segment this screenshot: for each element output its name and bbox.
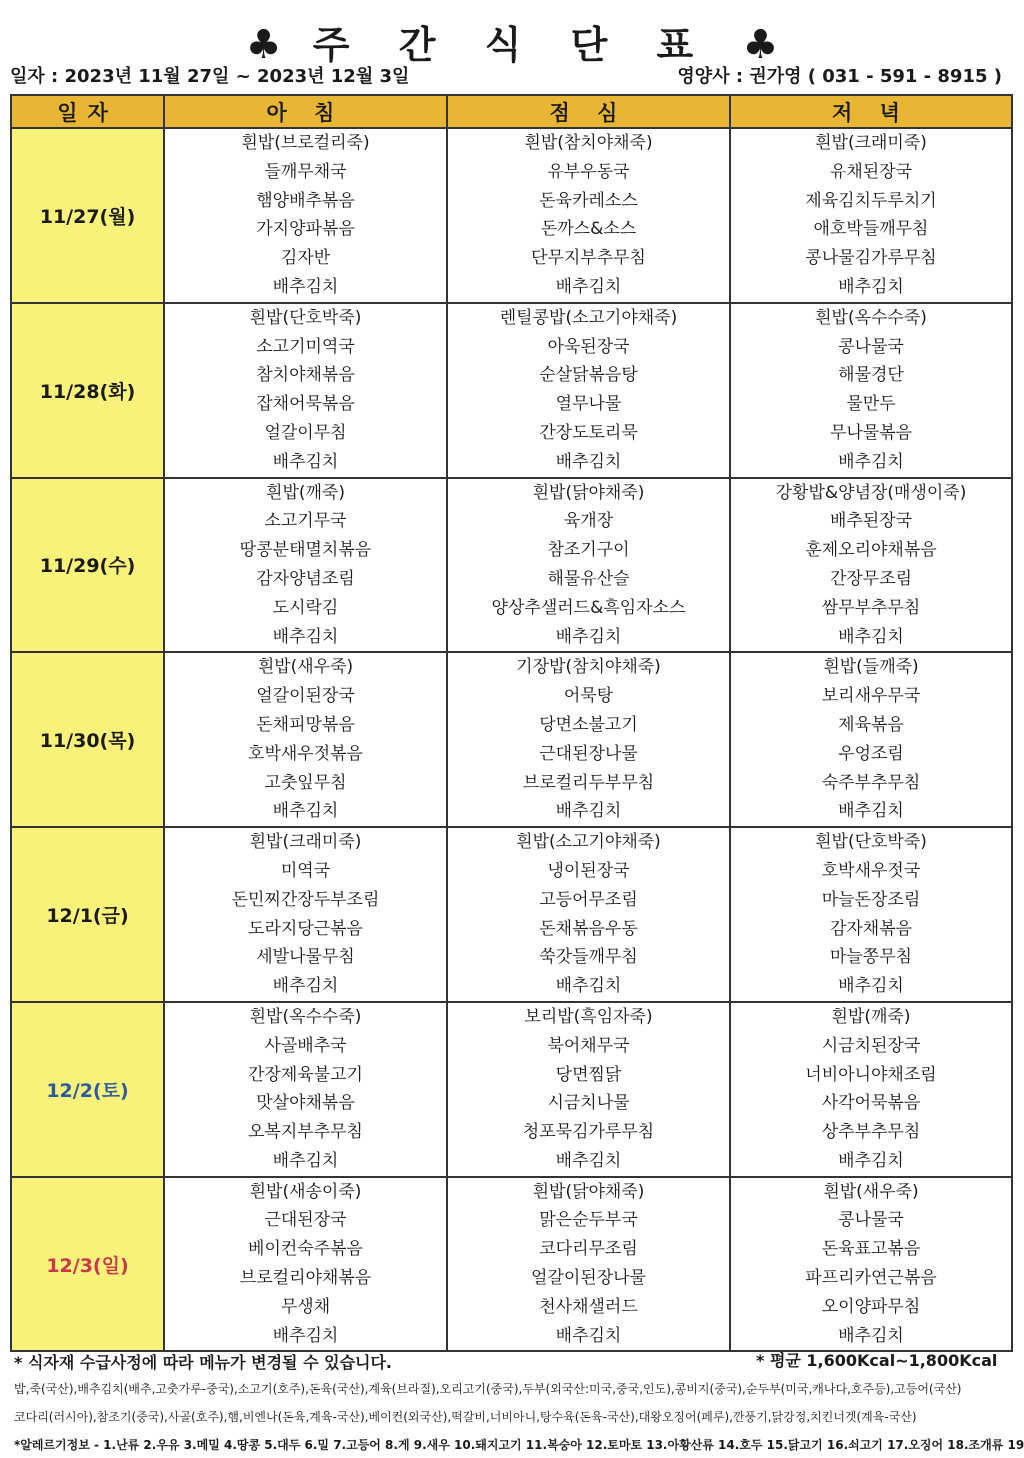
menu-item: 시금치나물 bbox=[547, 1093, 630, 1114]
day-row bbox=[11, 478, 1012, 653]
menu-item: 사골배추국 bbox=[264, 1035, 347, 1056]
menu-item: 배추김치 bbox=[272, 276, 339, 297]
breakfast-cell bbox=[164, 827, 447, 1002]
menu-item: 돈육표고볶음 bbox=[821, 1239, 921, 1260]
breakfast-cell bbox=[164, 303, 447, 478]
menu-item: 참치야채볶음 bbox=[256, 365, 355, 386]
menu-item: 숙주부추무침 bbox=[821, 772, 921, 793]
menu-item: 제육볶음 bbox=[838, 714, 904, 735]
lunch-cell bbox=[447, 478, 730, 653]
menu-item: 배추김치 bbox=[272, 626, 339, 647]
date-cell: 11/27(월) bbox=[11, 128, 164, 303]
menu-item: 마늘쫑무침 bbox=[829, 947, 913, 968]
menu-item: 배추김치 bbox=[838, 1150, 904, 1171]
origin-info-2: 코다리(러시아),참조기(중국),사골(호주),햄,비엔나(돈육,계육-국산),베이컨(외국산),떡갈비,너비아니,탕수육(돈육-국산),대왕오징어(페루),깐풍기,닭강정,치킨너겟(계육-국산) bbox=[14, 1410, 917, 1424]
menu-item: 배추김치 bbox=[838, 626, 904, 647]
dinner-cell bbox=[730, 1177, 1012, 1352]
menu-item: 청포묵김가루무침 bbox=[522, 1122, 655, 1143]
menu-item: 돈까스&소스 bbox=[540, 219, 637, 240]
lunch-cell bbox=[447, 1002, 730, 1177]
menu-item: 브로컬리야채볶음 bbox=[239, 1268, 372, 1289]
menu-item: 냉이된장국 bbox=[547, 860, 630, 881]
menu-table bbox=[10, 94, 1013, 1352]
period-label: 일자 : 2023년 11월 27일 ~ 2023년 12월 3일 bbox=[10, 66, 410, 87]
menu-item: 흰밥(옥수수죽) bbox=[815, 307, 927, 328]
menu-item: 세발나물무침 bbox=[256, 947, 355, 968]
header-lunch: 점 심 bbox=[447, 95, 730, 128]
menu-item: 무생채 bbox=[280, 1296, 331, 1317]
menu-item: 유부우동국 bbox=[547, 161, 630, 182]
dietitian-label: 영양사 : 권가영 ( 031 - 591 - 8915 ) bbox=[677, 66, 1002, 87]
day-row bbox=[11, 128, 1012, 303]
header-breakfast: 아 침 bbox=[164, 95, 447, 128]
menu-item: 흰밥(옥수수죽) bbox=[249, 1006, 362, 1027]
menu-item: 제육김치두루치기 bbox=[805, 190, 937, 211]
dinner-cell bbox=[730, 652, 1012, 827]
calorie-notice: * 평균 1,600Kcal~1,800Kcal bbox=[756, 1351, 998, 1370]
menu-item: 배추김치 bbox=[838, 1325, 904, 1346]
title-text: 주 간 식 단 표 bbox=[312, 23, 712, 67]
menu-item: 훈제오리야채볶음 bbox=[805, 540, 937, 561]
menu-item: 보리새우무국 bbox=[821, 686, 921, 707]
dinner-cell bbox=[730, 128, 1012, 303]
header-date: 일자 bbox=[11, 95, 164, 128]
menu-item: 너비아니야채조림 bbox=[805, 1064, 937, 1085]
menu-item: 배추김치 bbox=[555, 976, 622, 997]
menu-item: 맛살야채볶음 bbox=[256, 1093, 355, 1114]
dinner-cell bbox=[730, 478, 1012, 653]
origin-info-1: 밥,죽(국산),배추김치(배추,고춧가루-중국),소고기(호주),돈육(국산),계육(브라질),오리고기(중국),두부(외국산:미국,중국,인도),콩비지(중국),순두부(미국,캐나다,호주등),고등어(국산) bbox=[14, 1382, 962, 1396]
menu-item: 흰밥(닭야채죽) bbox=[532, 482, 645, 503]
menu-item: 열무나물 bbox=[555, 394, 622, 415]
menu-item: 들깨무채국 bbox=[264, 161, 347, 182]
menu-item: 도시락김 bbox=[272, 597, 339, 618]
menu-item: 파프리카연근볶음 bbox=[805, 1268, 937, 1289]
day-row bbox=[11, 827, 1012, 1002]
date-cell: 11/29(수) bbox=[11, 478, 164, 653]
day-row bbox=[11, 303, 1012, 478]
date-cell: 12/3(일) bbox=[11, 1177, 164, 1352]
menu-item: 돈채볶음우동 bbox=[539, 918, 638, 939]
menu-item: 돈민찌간장두부조림 bbox=[231, 889, 380, 910]
breakfast-cell bbox=[164, 652, 447, 827]
menu-item: 해물경단 bbox=[838, 365, 904, 386]
menu-item: 호박새우젓볶음 bbox=[248, 743, 363, 764]
menu-item: 쌈무부추무침 bbox=[821, 597, 921, 618]
menu-item: 근대된장나물 bbox=[539, 743, 638, 764]
dinner-cell bbox=[730, 827, 1012, 1002]
menu-item: 코다리무조림 bbox=[539, 1239, 638, 1260]
lunch-cell bbox=[447, 303, 730, 478]
menu-item: 콩나물김가루무침 bbox=[805, 248, 937, 269]
menu-item: 쑥갓들깨무침 bbox=[539, 947, 638, 968]
menu-item: 얼갈이무침 bbox=[264, 422, 347, 443]
menu-item: 흰밥(새송이죽) bbox=[249, 1181, 362, 1202]
menu-item: 배추김치 bbox=[272, 451, 339, 472]
menu-item: 흰밥(단호박죽) bbox=[249, 307, 362, 328]
menu-item: 배추김치 bbox=[555, 276, 622, 297]
lunch-cell bbox=[447, 827, 730, 1002]
breakfast-cell bbox=[164, 478, 447, 653]
menu-item: 얼갈이된장국 bbox=[256, 686, 355, 707]
menu-item: 배추김치 bbox=[272, 976, 339, 997]
menu-item: 흰밥(닭야채죽) bbox=[532, 1181, 645, 1202]
menu-item: 마늘돈장조림 bbox=[821, 889, 921, 910]
menu-item: 흰밥(깨죽) bbox=[831, 1006, 911, 1027]
menu-item: 시금치된장국 bbox=[821, 1035, 921, 1056]
menu-item: 기장밥(참치야채죽) bbox=[516, 657, 661, 678]
menu-item: 간장무조림 bbox=[829, 568, 913, 589]
lunch-cell bbox=[447, 128, 730, 303]
menu-item: 돈채피망볶음 bbox=[256, 714, 355, 735]
menu-item: 브로컬리두부무침 bbox=[522, 772, 655, 793]
menu-item: 양상추샐러드&흑임자소스 bbox=[491, 597, 686, 618]
menu-item: 어묵탕 bbox=[563, 686, 614, 707]
menu-item: 호박새우젓국 bbox=[821, 860, 921, 881]
menu-item: 유채된장국 bbox=[829, 161, 913, 182]
menu-item: 배추김치 bbox=[838, 976, 904, 997]
lunch-cell bbox=[447, 652, 730, 827]
day-row bbox=[11, 1002, 1012, 1177]
menu-item: 흰밥(새우죽) bbox=[823, 1181, 919, 1202]
page-title bbox=[0, 14, 1024, 69]
menu-item: 육개장 bbox=[563, 511, 614, 532]
menu-item: 콩나물국 bbox=[838, 336, 904, 357]
breakfast-cell bbox=[164, 128, 447, 303]
menu-item: 도라지당근볶음 bbox=[248, 918, 363, 939]
menu-item: 상추부추무침 bbox=[821, 1122, 921, 1143]
menu-item: 당면찜닭 bbox=[555, 1064, 622, 1085]
menu-item: 배추김치 bbox=[272, 1325, 339, 1346]
menu-item: 맑은순두부국 bbox=[539, 1210, 638, 1231]
menu-item: 고춧잎무침 bbox=[264, 772, 347, 793]
menu-item: 땅콩분태멸치볶음 bbox=[239, 540, 372, 561]
menu-item: 천사채샐러드 bbox=[539, 1296, 638, 1317]
day-row bbox=[11, 652, 1012, 827]
menu-item: 렌틸콩밥(소고기야채죽) bbox=[499, 307, 678, 328]
menu-item: 배추김치 bbox=[555, 1325, 622, 1346]
menu-item: 순살닭볶음탕 bbox=[539, 365, 638, 386]
menu-item: 미역국 bbox=[280, 860, 331, 881]
menu-item: 사각어묵볶음 bbox=[821, 1093, 921, 1114]
menu-item: 소고기무국 bbox=[264, 511, 347, 532]
menu-item: 우엉조림 bbox=[838, 743, 904, 764]
menu-item: 흰밥(참치야채죽) bbox=[524, 133, 653, 153]
menu-item: 잡채어묵볶음 bbox=[256, 394, 355, 415]
menu-item: 무나물볶음 bbox=[829, 422, 913, 443]
allergy-info: *알레르기정보 - 1.난류 2.우유 3.메밀 4.땅콩 5.대두 6.밀 7.고등어 8.게 9.새우 10.돼지고기 11.복숭아 12.토마토 13.아황산류 14.호두 15.닭고기 16.쇠고기 17.오징어 18.조개류 19 bbox=[14, 1438, 1024, 1452]
change-notice: * 식자재 수급사정에 따라 메뉴가 변경될 수 있습니다. bbox=[14, 1353, 393, 1372]
header-row bbox=[11, 95, 1012, 128]
menu-item: 배추김치 bbox=[272, 1150, 339, 1171]
menu-item: 콩나물국 bbox=[838, 1210, 904, 1231]
menu-item: 당면소불고기 bbox=[539, 714, 638, 735]
breakfast-cell bbox=[164, 1002, 447, 1177]
menu-item: 배추김치 bbox=[555, 1150, 622, 1171]
menu-item: 흰밥(크래미죽) bbox=[249, 832, 362, 853]
menu-item: 해물유산슬 bbox=[547, 568, 630, 589]
menu-item: 애호박들깨무침 bbox=[813, 219, 929, 240]
menu-item: 배추김치 bbox=[838, 276, 904, 297]
club-icon: ♣ bbox=[742, 22, 779, 68]
menu-item: 보리밥(흑임자죽) bbox=[524, 1006, 653, 1027]
menu-item: 흰밥(새우죽) bbox=[257, 657, 354, 678]
menu-item: 오이양파무침 bbox=[821, 1296, 921, 1317]
breakfast-cell bbox=[164, 1177, 447, 1352]
menu-item: 감자채볶음 bbox=[829, 918, 913, 939]
menu-item: 김자반 bbox=[280, 248, 331, 269]
menu-item: 배추김치 bbox=[555, 626, 622, 647]
menu-item: 배추김치 bbox=[555, 451, 622, 472]
menu-item: 감자양념조림 bbox=[256, 568, 355, 589]
menu-item: 햄양배추볶음 bbox=[256, 190, 355, 211]
menu-item: 흰밥(깨죽) bbox=[266, 482, 345, 503]
menu-item: 북어채무국 bbox=[547, 1035, 630, 1056]
menu-item: 흰밥(소고기야채죽) bbox=[516, 832, 661, 853]
lunch-cell bbox=[447, 1177, 730, 1352]
menu-item: 얼갈이된장나물 bbox=[531, 1268, 646, 1289]
header-dinner: 저 녁 bbox=[730, 95, 1012, 128]
menu-item: 근대된장국 bbox=[264, 1210, 347, 1231]
menu-item: 흰밥(단호박죽) bbox=[815, 832, 927, 853]
menu-item: 배추된장국 bbox=[829, 511, 913, 532]
menu-item: 흰밥(들깨죽) bbox=[823, 657, 919, 678]
date-cell: 11/28(화) bbox=[11, 303, 164, 478]
date-cell: 12/2(토) bbox=[11, 1002, 164, 1177]
menu-item: 간장도토리묵 bbox=[539, 422, 638, 443]
menu-item: 단무지부추무침 bbox=[531, 248, 646, 269]
menu-item: 물만두 bbox=[846, 394, 896, 415]
day-row bbox=[11, 1177, 1012, 1352]
menu-item: 소고기미역국 bbox=[256, 336, 355, 357]
menu-item: 베이컨숙주볶음 bbox=[248, 1239, 363, 1260]
menu-item: 오복지부추무침 bbox=[248, 1122, 363, 1143]
menu-item: 흰밥(브로컬리죽) bbox=[241, 133, 370, 153]
date-cell: 12/1(금) bbox=[11, 827, 164, 1002]
menu-item: 아욱된장국 bbox=[547, 336, 630, 357]
dinner-cell bbox=[730, 1002, 1012, 1177]
menu-item: 배추김치 bbox=[838, 451, 904, 472]
menu-item: 참조기구이 bbox=[547, 540, 630, 561]
menu-item: 강황밥&양념장(매생이죽) bbox=[775, 482, 967, 503]
date-cell: 11/30(목) bbox=[11, 652, 164, 827]
menu-item: 돈육카레소스 bbox=[539, 190, 638, 211]
menu-item: 간장제육불고기 bbox=[248, 1064, 363, 1085]
club-icon: ♣ bbox=[245, 22, 282, 68]
dinner-cell bbox=[730, 303, 1012, 478]
menu-item: 고등어무조림 bbox=[539, 889, 638, 910]
menu-item: 배추김치 bbox=[272, 801, 339, 822]
menu-item: 흰밥(크래미죽) bbox=[815, 133, 927, 153]
menu-item: 배추김치 bbox=[838, 801, 904, 822]
menu-item: 가지양파볶음 bbox=[256, 219, 355, 240]
menu-item: 배추김치 bbox=[555, 801, 622, 822]
